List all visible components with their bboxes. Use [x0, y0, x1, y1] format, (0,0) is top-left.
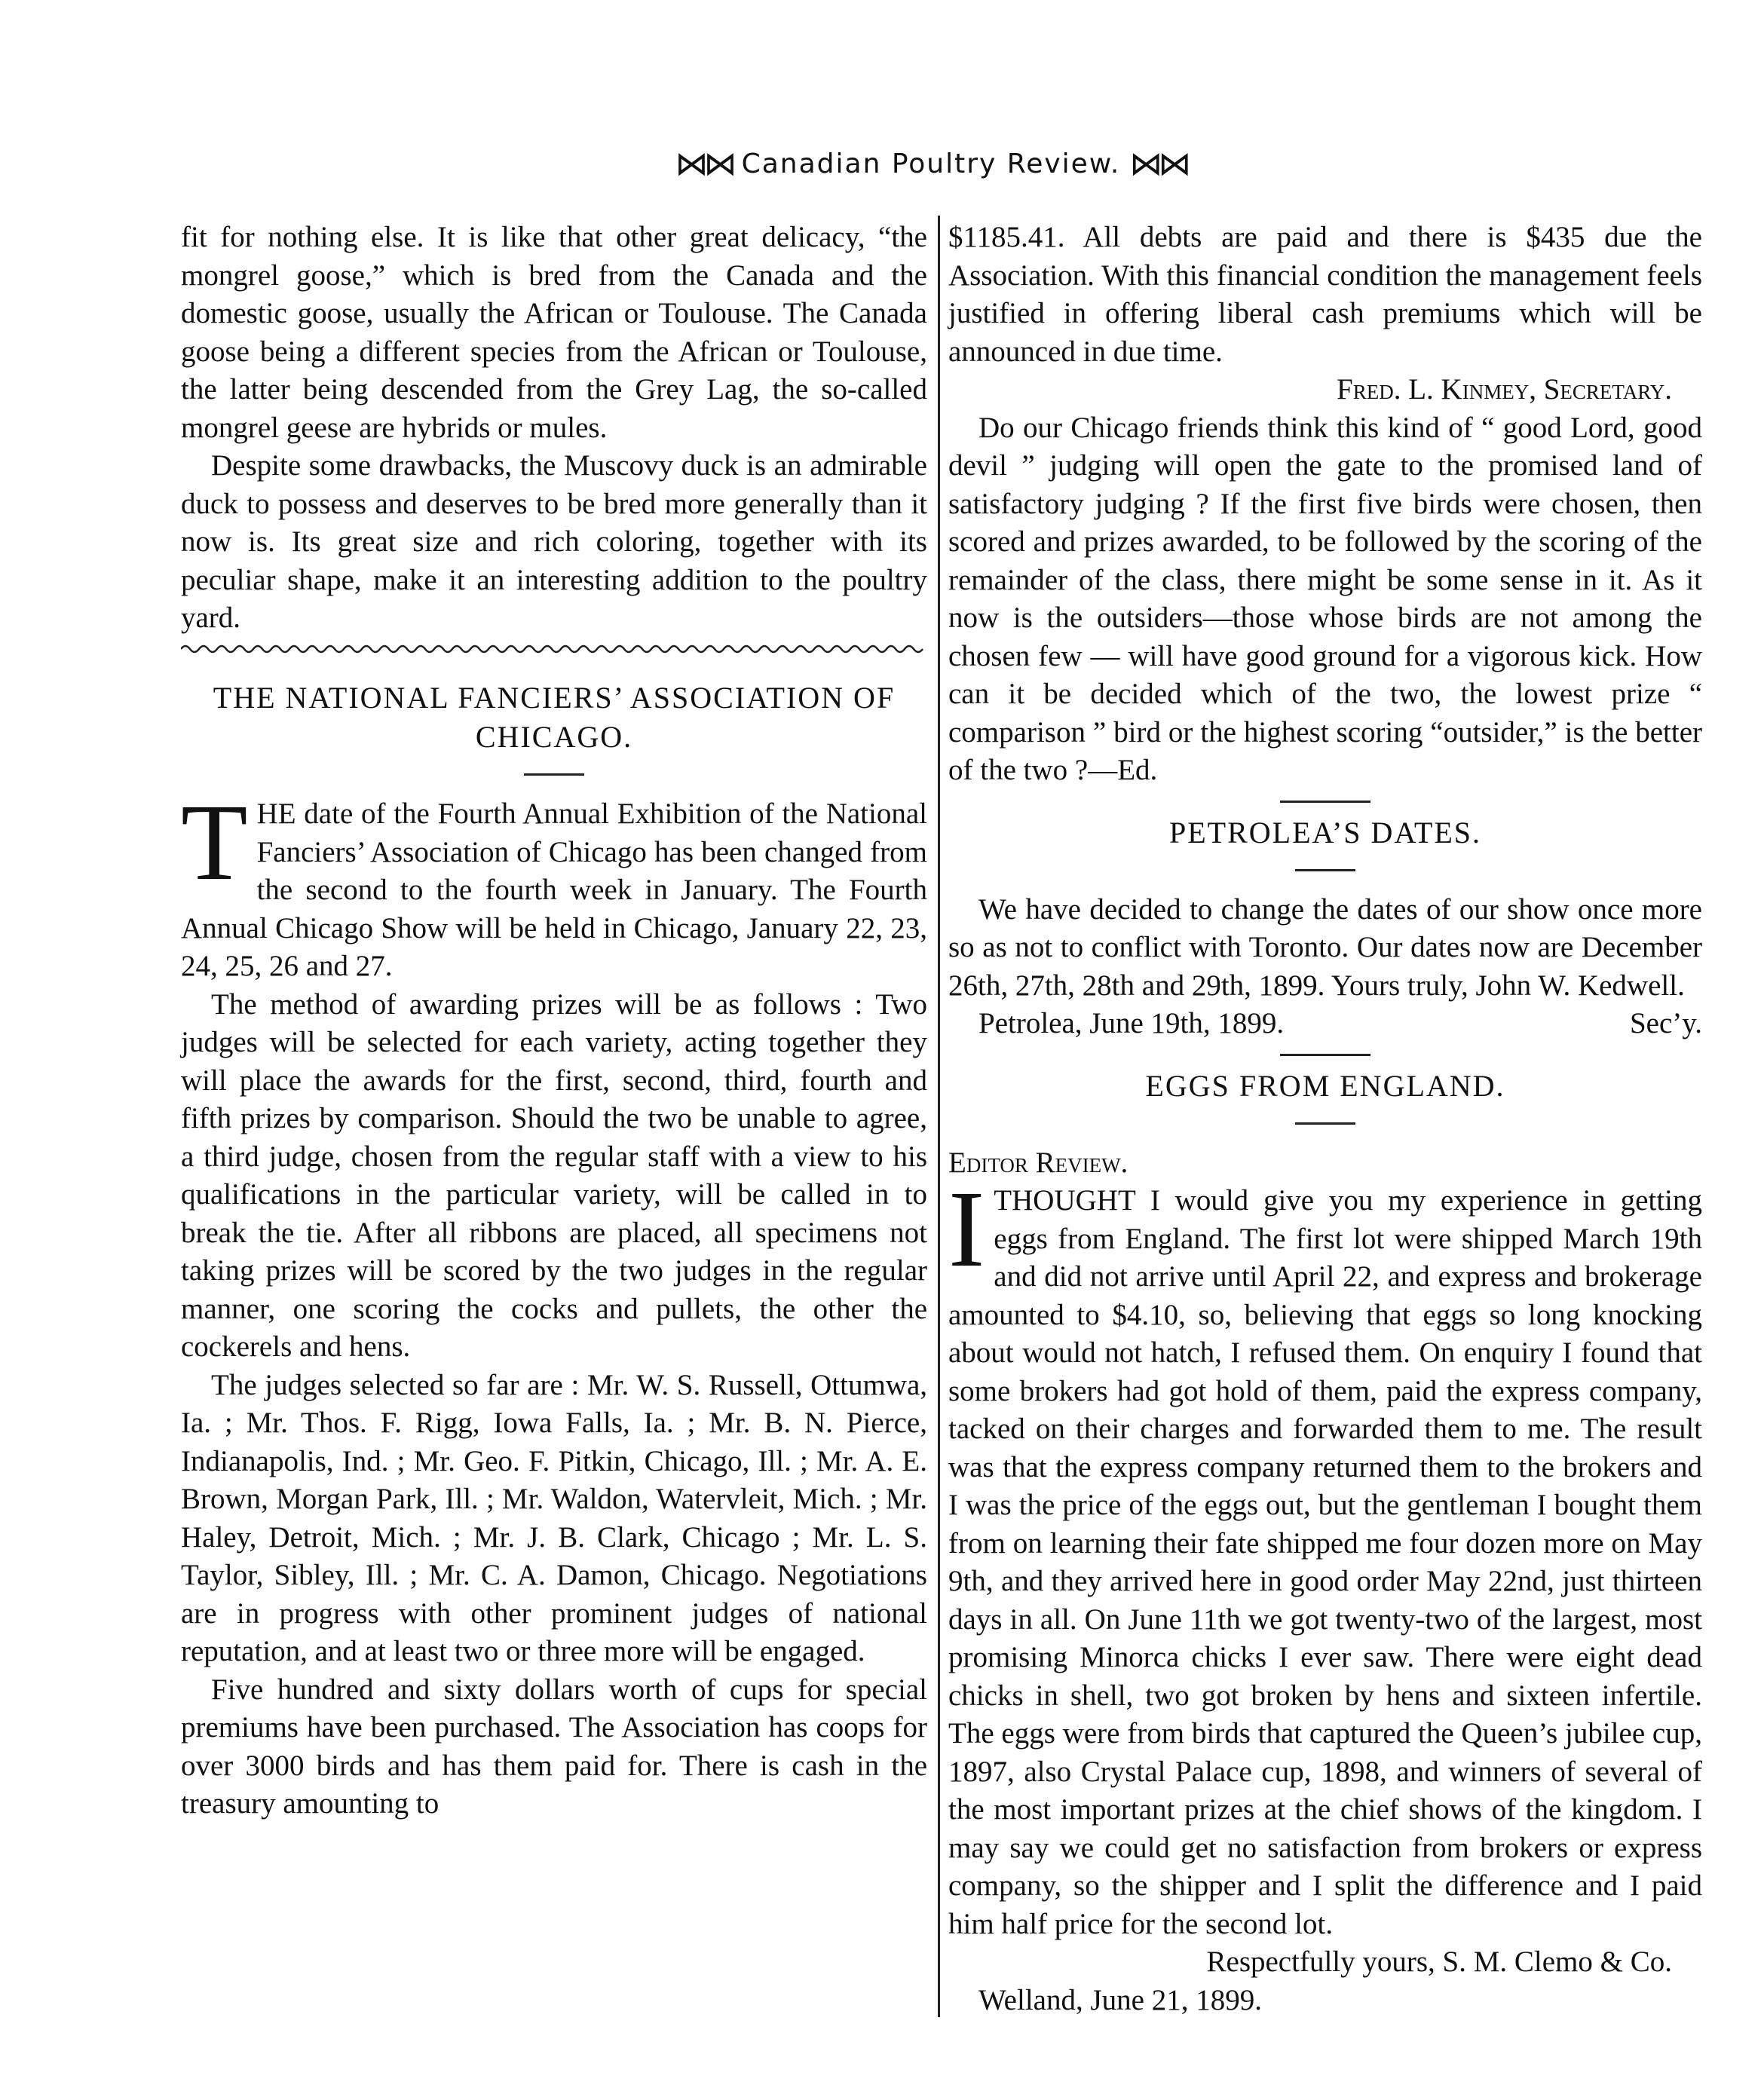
heading-eggs-from-england: EGGS FROM ENGLAND.: [1145, 1068, 1505, 1103]
masthead-ornament-right: ⋈⋈: [1129, 144, 1187, 183]
paragraph-muscovy-duck: Despite some drawbacks, the Muscovy duck is an admirable duck to possess and deserves to be bred more generally than it now is. Its great size and rich coloring, together with its peculiar shape, make it an interesting addition to the poultry yard.: [181, 449, 927, 634]
signature-clemo: Respectfully yours, S. M. Clemo & Co.: [1206, 1946, 1672, 1978]
masthead-title: Canadian Poultry Review.: [741, 148, 1121, 179]
masthead: [645, 134, 1217, 193]
drop-cap-letter: T: [181, 782, 248, 903]
dateline-petrolea: [948, 1005, 1702, 1043]
dateline-welland: Welland, June 21, 1899.: [978, 1983, 1262, 2016]
section-rule: [1280, 1054, 1370, 1056]
left-column: [181, 219, 927, 1823]
signature-secretary: Fred. L. Kinmey, Secretary.: [1337, 373, 1672, 406]
salutation-editor: Editor Review.: [948, 1146, 1129, 1179]
heading-rule: [1295, 869, 1355, 871]
masthead-ornament-left: ⋈⋈: [675, 144, 733, 183]
paragraph-awarding-method: The method of awarding prizes will be as follows : Two judges will be selected for each variety, acting together they will place the awards for the first, second, third, fourth and fifth prizes by comparison. Should the two be unable to agree, a third judge, chosen from the regular staff with a view to his qualifications in the particular variety, will be called in to break the tie. After all ribbons are placed, all specimens not taking prizes will be scored by the two judges in the regular manner, one scoring the cocks and pullets, the other the cockerels and hens.: [181, 987, 927, 1363]
heading-rule: [524, 773, 584, 776]
paragraph-eggs-experience: [948, 1169, 1702, 1943]
heading-petrolea-dates: PETROLEA’S DATES.: [1168, 815, 1482, 850]
column-divider: [938, 216, 940, 2017]
paragraph-mongrel-goose: fit for nothing else. It is like that other great delicacy, “the mongrel goose,” which is bred from the Canada and the domestic goose, usually the African or Toulouse. The Canada goose being a different species from the African or Toulouse, the latter being descended from the Grey Lag, the so-called mongrel geese are hybrids or mules.: [181, 221, 927, 444]
paragraph-eggs-experience-text: THOUGHT I would give you my experience in getting eggs from England. The first lot were shipped March 19th and did not arrive until April 22, and express and brokerage amounted to $4.10, so, believing that eggs so long knocking about would not hatch, I refused them. On enquiry I found that some brokers had got hold of them, paid the express company, tacked on their charges and forwarded them to me. The result was that the express company returned them to the brokers and I was the price of the eggs out, but the gentleman I bought them from on learning their fate shipped me four dozen more on May 9th, and they arrived here in good order May 22nd, just thirteen days in all. On June 11th we got twenty-two of the largest, most promising Minorca chicks I ever saw. There were eight dead chicks in shell, two got broken by hens and sixteen infertile. The eggs were from birds that captured the Queen’s jubilee cup, 1897, also Crystal Palace cup, 1898, and winners of several of the most important prizes at the chief shows of the kingdom. I may say we could get no satisfaction from brokers or express company, so the shipper and I split the difference and I paid him half price for the second lot.: [948, 1184, 1702, 1940]
paragraph-exhibition-date: [181, 782, 927, 986]
heading-national-fanciers: THE NATIONAL FANCIERS’ ASSOCIATION OF CHICAGO.: [213, 681, 896, 754]
drop-cap-letter: I: [948, 1169, 985, 1290]
heading-rule: [1295, 1122, 1355, 1125]
wavy-divider: [181, 643, 927, 655]
paragraph-treasury: $1185.41. All debts are paid and there is $435 due the Association. With this financial condition the management feels justified in offering liberal cash premiums which will be announced in due time.: [948, 221, 1702, 368]
right-column: [948, 219, 1702, 2019]
dateline-petrolea-place: Petrolea, June 19th, 1899.: [978, 1007, 1285, 1039]
paragraph-exhibition-date-text: HE date of the Fourth Annual Exhibition of the National Fanciers’ Association of Chicago has been changed from the second to the fourth week in January. The Fourth Annual Chicago Show will be held in Chicago, January 22, 23, 24, 25, 26 and 27.: [181, 798, 927, 982]
paragraph-petrolea-dates: We have decided to change the dates of our show once more so as not to conflict with Toronto. Our dates now are December 26th, 27th, 28th and 29th, 1899. Yours truly, John W. Kedwell.: [948, 892, 1702, 1002]
section-rule: [1280, 801, 1370, 803]
paragraph-cups-premiums: Five hundred and sixty dollars worth of cups for special premiums have been purchased. The Association has coops for over 3000 birds and has them paid for. There is cash in the treasury amounting to: [181, 1673, 927, 1820]
dateline-petrolea-title: Sec’y.: [1629, 1007, 1702, 1039]
paragraph-judges-selected: The judges selected so far are : Mr. W. S. Russell, Ottumwa, Ia. ; Mr. Thos. F. Rigg, Iowa Falls, Ia. ; Mr. B. N. Pierce, Indianapolis, Ind. ; Mr. Geo. F. Pitkin, Chicago, Ill. ; Mr. A. E. Brown, Morgan Park, Ill. ; Mr. Waldon, Watervleit, Mich. ; Mr. Haley, Detroit, Mich. ; Mr. J. B. Clark, Chicago ; Mr. L. S. Taylor, Sibley, Ill. ; Mr. C. A. Damon, Chicago. Negotiations are in progress with other prominent judges of national reputation, and at least two or three more will be engaged.: [181, 1368, 927, 1667]
paragraph-editor-comment: Do our Chicago friends think this kind of “ good Lord, good devil ” judging will open the gate to the promised land of satisfactory judging ? If the first five birds were chosen, then scored and prizes awarded, to be followed by the scoring of the remainder of the class, there might be some sense in it. As it now is the outsiders—those whose birds are not among the chosen few — will have good ground for a vigorous kick. How can it be decided which of the two, the lowest prize “ comparison ” bird or the highest scoring “outsider,” is the better of the two ?—Ed.: [948, 411, 1702, 786]
